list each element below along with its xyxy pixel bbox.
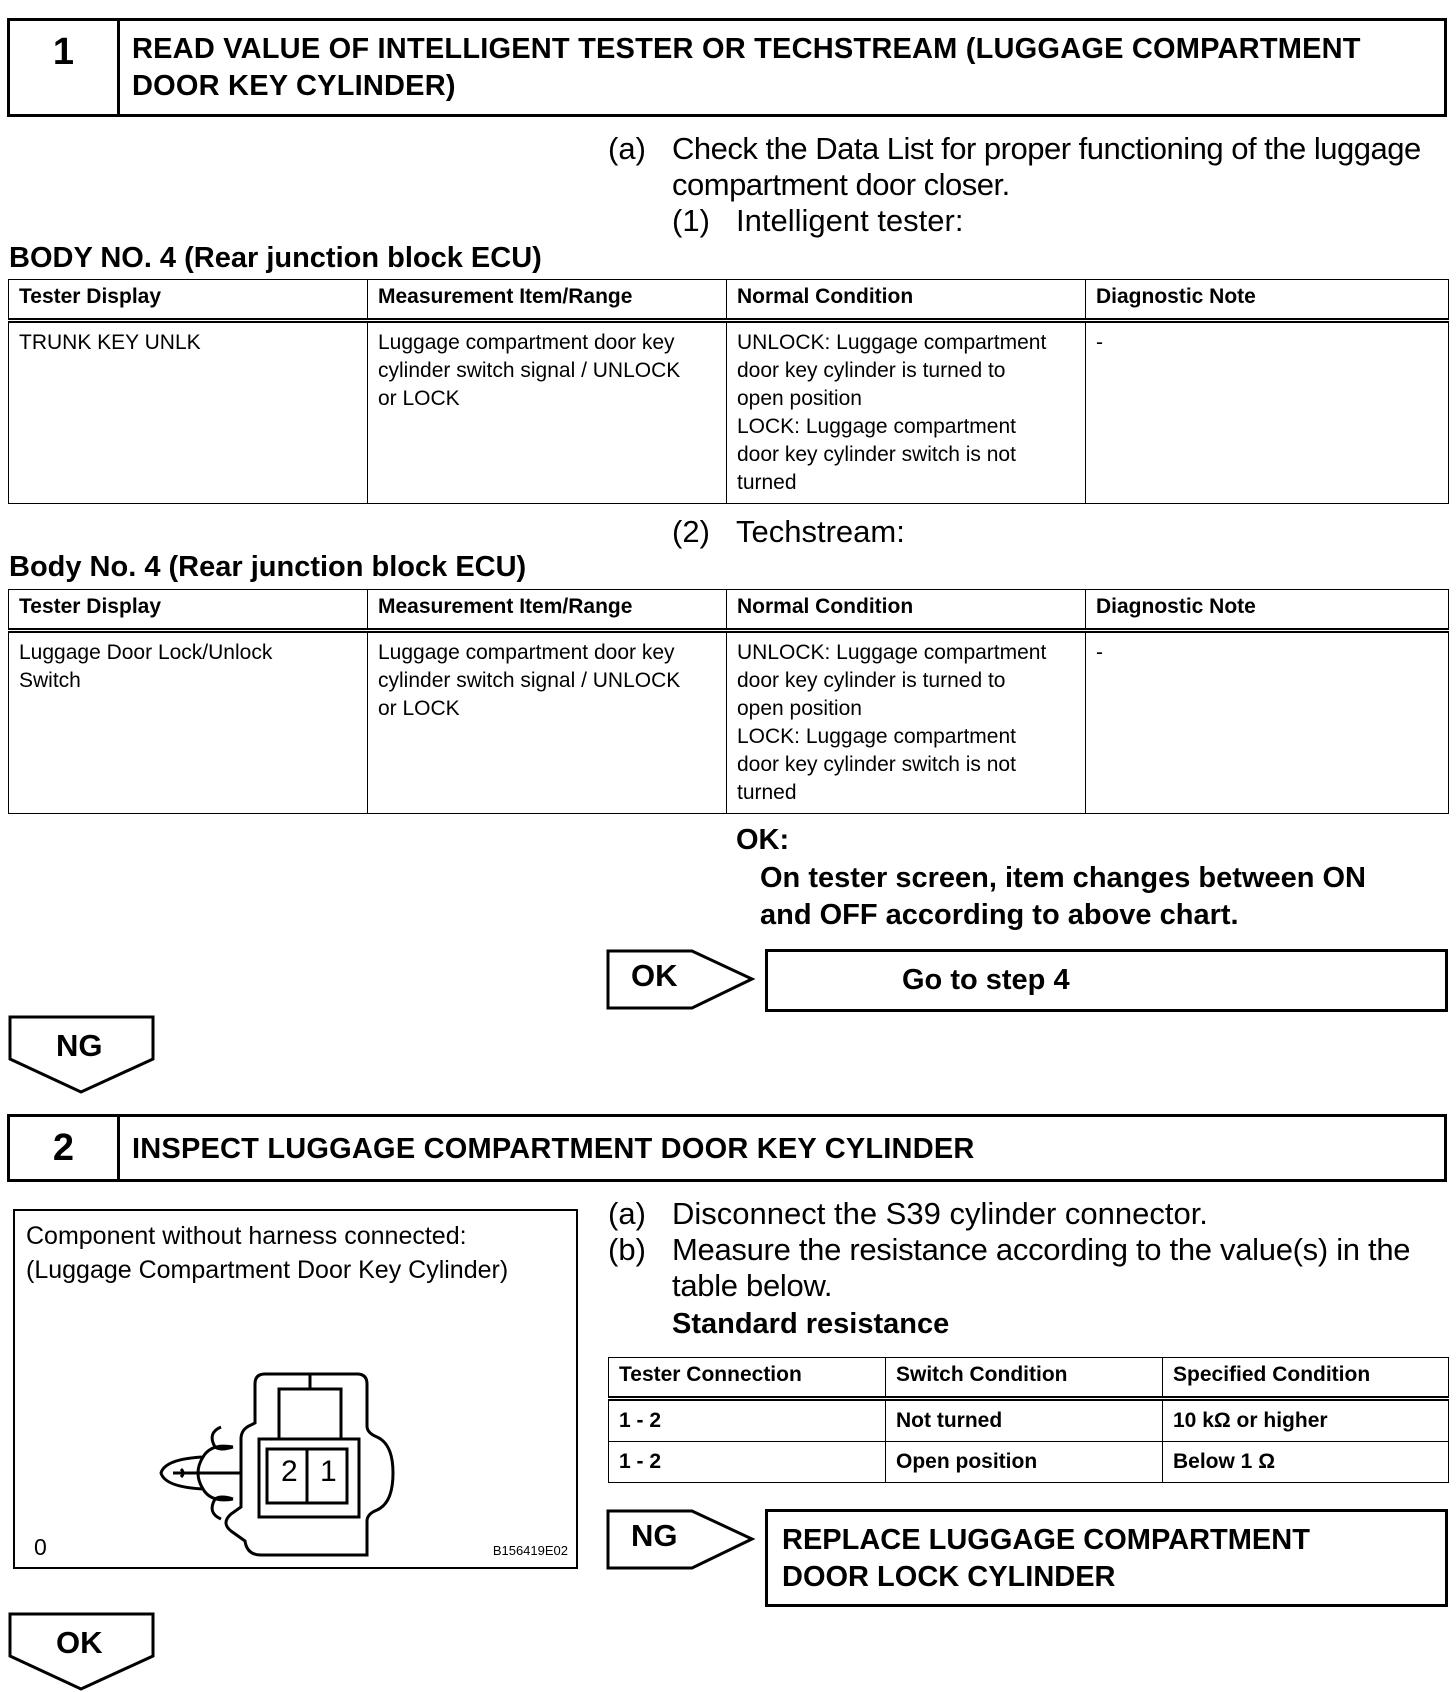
table-row: [609, 1442, 1449, 1483]
cell-line: TRUNK KEY UNLK: [19, 331, 201, 354]
step-title-line: READ VALUE OF INTELLIGENT TESTER OR TECHSTREAM (LUGGAGE COMPARTMENT: [132, 33, 1361, 65]
ok-criteria-line: and OFF according to above chart.: [760, 899, 1239, 931]
substep-2-text: Techstream:: [736, 514, 905, 549]
step-2-header: [7, 1114, 1447, 1182]
diagnostic-note-cell: -: [1086, 631, 1449, 814]
figure-corner-mark: 0: [34, 1534, 47, 1560]
column-header: Tester Connection: [609, 1358, 886, 1399]
cell-line: turned: [737, 471, 797, 494]
pin-1-label: 1: [320, 1455, 337, 1488]
instruction-a-marker: (a): [608, 1196, 646, 1231]
table-header-row: [9, 590, 1449, 631]
step-number: [10, 21, 120, 114]
connector-figure: [13, 1209, 578, 1569]
instruction-b-marker: (b): [608, 1232, 646, 1267]
ng-arrow-label: NG: [631, 1518, 678, 1553]
cell-line: or LOCK: [378, 387, 460, 410]
standard-resistance-label: Standard resistance: [672, 1308, 950, 1340]
data-list-table-intelligent-tester: [8, 279, 1449, 504]
step-number-text: 1: [52, 31, 75, 73]
cell-line: open position: [737, 697, 862, 720]
cell-line: cylinder switch signal / UNLOCK: [378, 669, 681, 692]
cell-line: LOCK: Luggage compartment: [737, 415, 1016, 438]
step-1-header: [7, 18, 1447, 117]
ok-criteria-text: [760, 860, 1450, 934]
cell-line: door key cylinder is turned to: [737, 359, 1006, 382]
instruction-line: table below.: [672, 1268, 833, 1303]
substep-1-text: Intelligent tester:: [736, 203, 964, 238]
cell-line: cylinder switch signal / UNLOCK: [378, 359, 681, 382]
table-1-caption: BODY NO. 4 (Rear junction block ECU): [9, 242, 542, 274]
column-header: Normal Condition: [727, 590, 1086, 631]
cell-line: or LOCK: [378, 697, 460, 720]
column-header: Diagnostic Note: [1086, 280, 1449, 321]
ok-arrow-shape: [606, 949, 756, 1011]
table-row: [609, 1399, 1449, 1442]
ok-arrow-label: OK: [631, 958, 678, 993]
resistance-table: [608, 1357, 1449, 1483]
substep-2-marker: (2): [672, 514, 710, 549]
column-header: Switch Condition: [886, 1358, 1163, 1399]
figure-caption-line: Component without harness connected:: [26, 1222, 467, 1250]
table-2-caption: Body No. 4 (Rear junction block ECU): [9, 551, 527, 583]
cell-line: door key cylinder switch is not: [737, 443, 1016, 466]
cell-line: Switch: [19, 669, 81, 692]
column-header: Measurement Item/Range: [368, 280, 727, 321]
column-header: Diagnostic Note: [1086, 590, 1449, 631]
specified-condition-cell: 10 kΩ or higher: [1163, 1399, 1449, 1442]
measurement-cell: [368, 631, 727, 814]
instruction-a-text: Disconnect the S39 cylinder connector.: [672, 1196, 1208, 1231]
column-header: Specified Condition: [1163, 1358, 1449, 1399]
tester-connection-cell: 1 - 2: [609, 1442, 886, 1483]
step-title: [120, 21, 1444, 114]
result-line: DOOR LOCK CYLINDER: [782, 1561, 1116, 1593]
ok-criteria-heading: OK:: [736, 824, 790, 856]
cell-line: door key cylinder switch is not: [737, 753, 1016, 776]
cell-line: turned: [737, 781, 797, 804]
cell-line: Luggage compartment door key: [378, 641, 675, 664]
column-header: Normal Condition: [727, 280, 1086, 321]
replace-lock-cylinder-box[interactable]: [765, 1509, 1448, 1607]
specified-condition-cell: Below 1 Ω: [1163, 1442, 1449, 1483]
instruction-b-text: [672, 1232, 1452, 1304]
cell-line: Luggage compartment door key: [378, 331, 675, 354]
figure-id: B156419E02: [492, 1543, 568, 1558]
instruction-line: Check the Data List for proper functioning of the luggage: [672, 131, 1421, 166]
cell-line: door key cylinder is turned to: [737, 669, 1006, 692]
instruction-line: compartment door closer.: [672, 167, 1010, 202]
connector-drawing: [15, 1211, 580, 1571]
ng-arrow-shape: [606, 1509, 756, 1571]
tester-display-cell: [9, 321, 368, 504]
cell-line: UNLOCK: Luggage compartment: [737, 641, 1047, 664]
go-to-step-4-box[interactable]: [765, 949, 1448, 1012]
instruction-line: Measure the resistance according to the value(s) in the: [672, 1232, 1411, 1267]
cell-line: UNLOCK: Luggage compartment: [737, 331, 1047, 354]
table-row: [9, 321, 1449, 504]
normal-condition-cell: [727, 631, 1086, 814]
instruction-a-marker: (a): [608, 131, 646, 166]
tester-display-cell: [9, 631, 368, 814]
ng-down-arrow-label: NG: [56, 1028, 103, 1063]
table-row: [9, 631, 1449, 814]
column-header: Measurement Item/Range: [368, 590, 727, 631]
table-header-row: [609, 1358, 1449, 1399]
switch-condition-cell: Not turned: [886, 1399, 1163, 1442]
instruction-a-text: [672, 131, 1452, 203]
diagnostic-note-cell: -: [1086, 321, 1449, 504]
switch-condition-cell: Open position: [886, 1442, 1163, 1483]
measurement-cell: [368, 321, 727, 504]
figure-caption-line: (Luggage Compartment Door Key Cylinder): [26, 1256, 509, 1284]
substep-1-marker: (1): [672, 203, 710, 238]
column-header: Tester Display: [9, 280, 368, 321]
result-line: REPLACE LUGGAGE COMPARTMENT: [782, 1524, 1310, 1556]
step-number: [10, 1117, 120, 1179]
normal-condition-cell: [727, 321, 1086, 504]
ok-criteria-line: On tester screen, item changes between ON: [760, 862, 1366, 894]
cell-line: open position: [737, 387, 862, 410]
tester-connection-cell: 1 - 2: [609, 1399, 886, 1442]
pin-2-label: 2: [281, 1455, 298, 1488]
column-header: Tester Display: [9, 590, 368, 631]
step-title: INSPECT LUGGAGE COMPARTMENT DOOR KEY CYLINDER: [132, 1133, 975, 1165]
ok-down-arrow-label: OK: [56, 1625, 103, 1660]
cell-line: Luggage Door Lock/Unlock: [19, 641, 273, 664]
step-number-text: 2: [52, 1127, 75, 1169]
step-title-line: DOOR KEY CYLINDER): [132, 70, 456, 102]
result-text: Go to step 4: [902, 964, 1070, 996]
table-header-row: [9, 280, 1449, 321]
cell-line: LOCK: Luggage compartment: [737, 725, 1016, 748]
data-list-table-techstream: [8, 589, 1449, 814]
